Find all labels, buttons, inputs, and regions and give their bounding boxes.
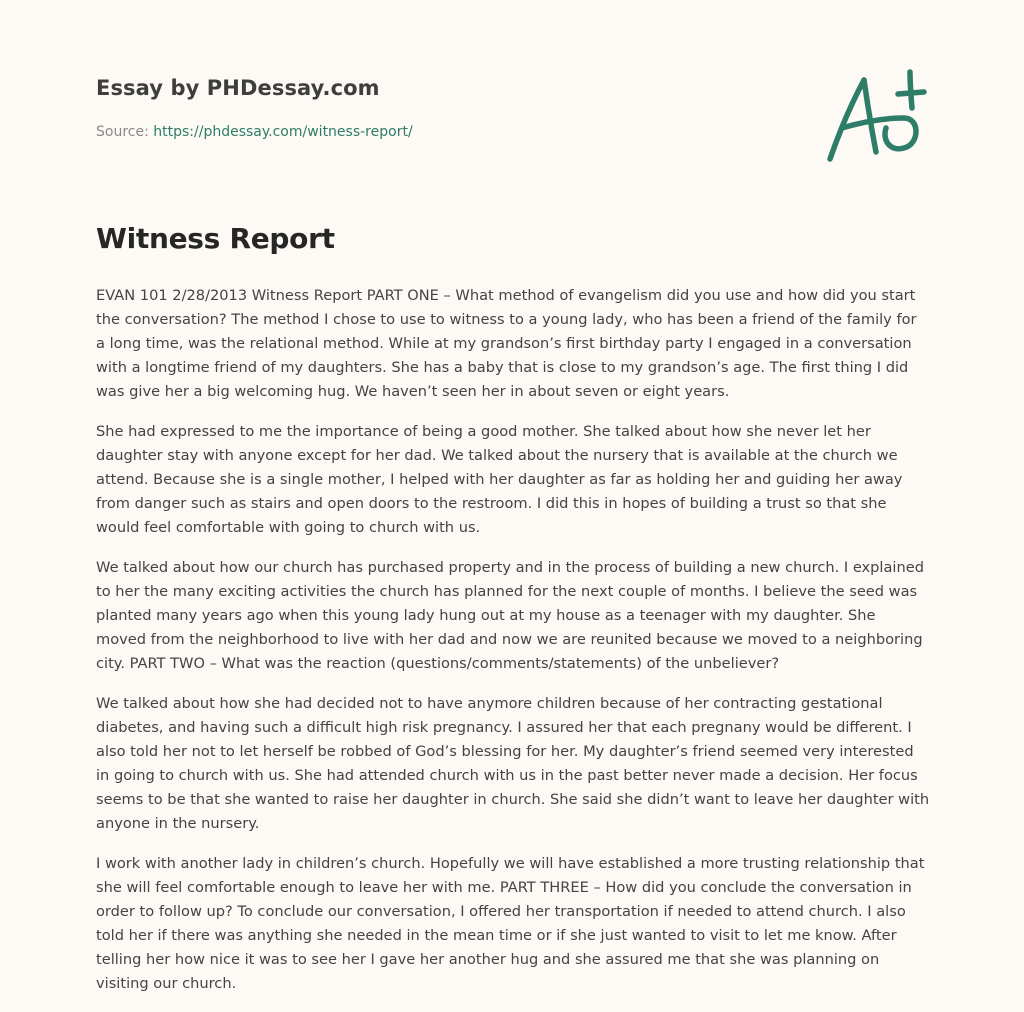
source-label: Source: — [96, 124, 154, 140]
paragraph: We talked about how she had decided not to have anymore children because of her contracting gestational diabetes, and having such a difficult high risk pregnancy. I assured her that each pregnany would be different. I also told her not to let herself be robbed of God’s blessing for her. My daughter’s friend seemed very interested in going to church with us. She had attended church with us in the past better never made a decision. Her focus seems to be that she wanted to raise her daughter in church. She said she didn’t want to leave her daughter with anyone in the nursery. — [96, 695, 930, 832]
source-link[interactable]: https://phdessay.com/witness-report/ — [153, 124, 413, 140]
paragraph: EVAN 101 2/28/2013 Witness Report PART ONE – What method of evangelism did you use and how did you start the conversation? The method I chose to use to witness to a young lady, who has been a friend of the family for a long time, was the relational method. While at my grandson’s first birthday party I engaged in a conversation with a longtime friend of my daughters. She has a baby that is close to my grandson’s age. The first thing I did was give her a big welcoming hug. We haven’t seen her in about seven or eight years. — [96, 287, 917, 400]
paragraph: She had expressed to me the importance of being a good mother. She talked about how she never let her daughter stay with anyone except for her dad. We talked about the nursery that is available at the church we attend. Because she is a single mother, I helped with her daughter as far as holding her and guiding her away from danger such as stairs and open doors to the restroom. I did this in hopes of building a trust so that she would feel comfortable with going to church with us. — [96, 423, 903, 536]
paragraph: We talked about how our church has purchased property and in the process of building a new church. I explained to her the many exciting activities the church has planned for the next couple of months. I believe the seed was planted many years ago when this young lady hung out at my house as a teenager with my daughter. She moved from the neighborhood to live with her dad and now we are reunited because we moved to a neighboring city. PART TWO – What was the reaction (questions/comments/statements) of the unbeliever? — [96, 559, 924, 672]
a-plus-logo-icon — [824, 66, 928, 166]
document-body — [96, 284, 930, 1012]
source-line — [96, 124, 413, 140]
site-title: Essay by PHDessay.com — [96, 76, 380, 100]
document-title: Witness Report — [96, 222, 335, 255]
page-header — [96, 0, 928, 200]
paragraph: I work with another lady in children’s church. Hopefully we will have established a more trusting relationship that she will feel comfortable enough to leave her with me. PART THREE – How did you conclude the conversation in order to follow up? To conclude our conversation, I offered her transportation if needed to attend church. I also told her if there was anything she needed in the mean time or if she just wanted to visit to let me know. After telling her how nice it was to see her I gave her another hug and she assured me that she was planning on visiting our church. — [96, 855, 925, 992]
